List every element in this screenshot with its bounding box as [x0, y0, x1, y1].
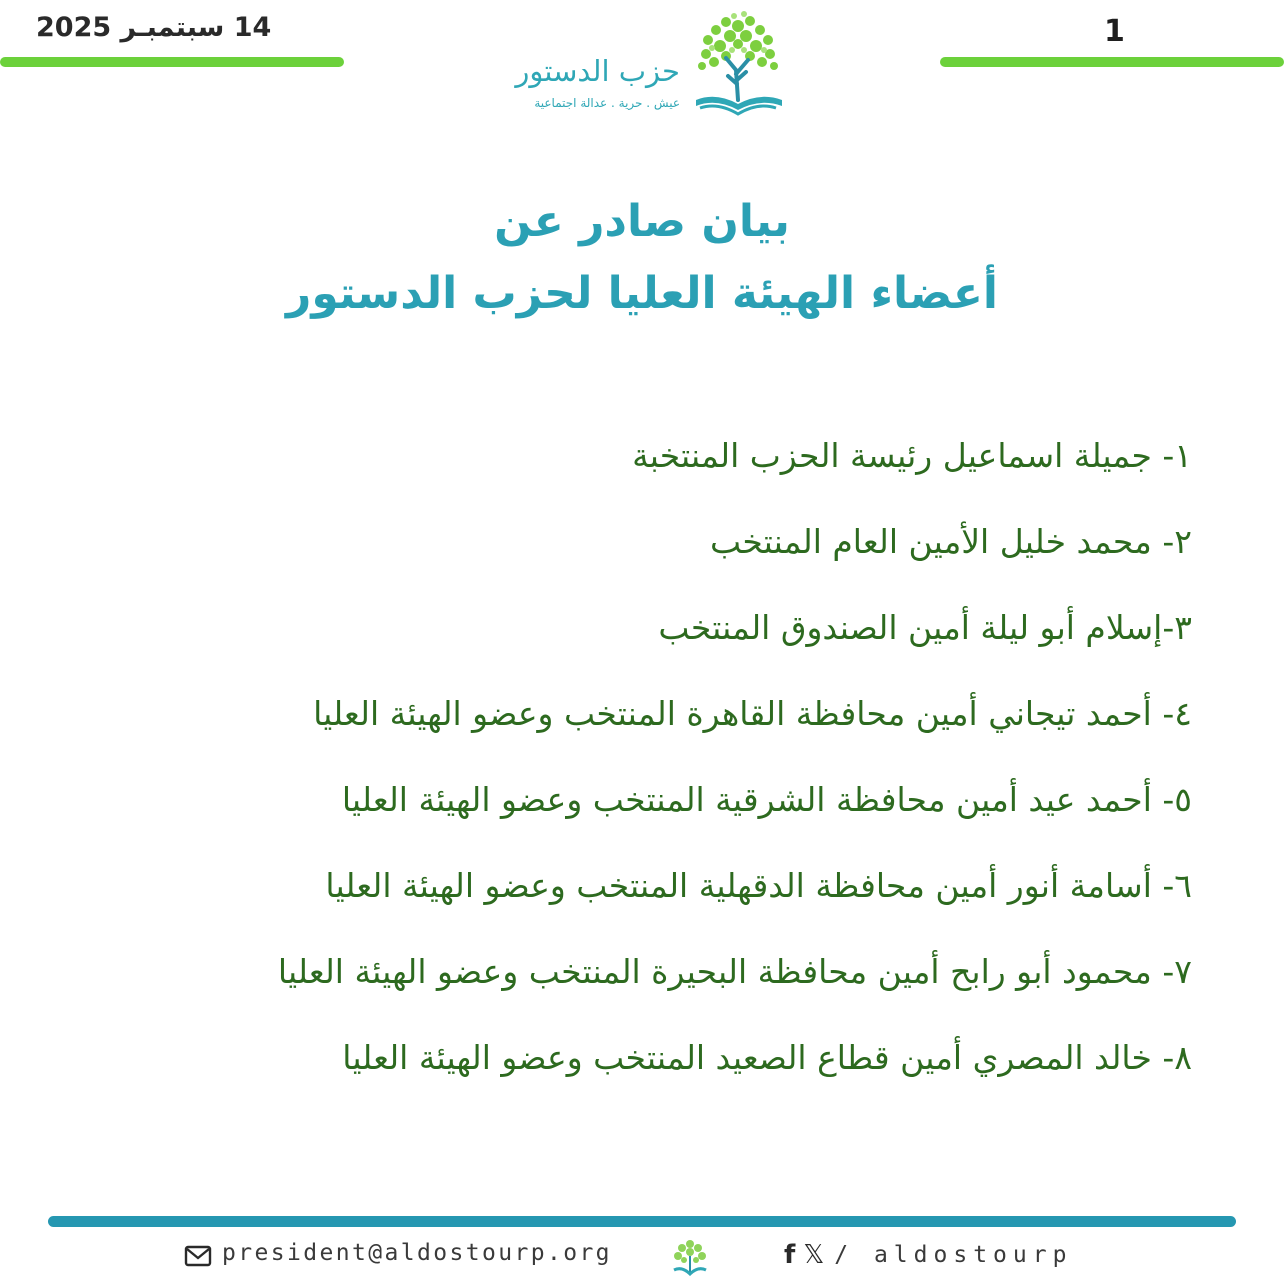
list-item: ٧- محمود أبو رابح أمين محافظة البحيرة المنتخب وعضو الهيئة العليا [277, 952, 1192, 991]
party-logo [494, 8, 794, 120]
facebook-icon[interactable]: f [784, 1240, 796, 1270]
tree-book-icon [686, 8, 790, 120]
list-item: ٨- خالد المصري أمين قطاع الصعيد المنتخب وعضو الهيئة العليا [342, 1038, 1192, 1077]
page-number: 1 [1104, 14, 1125, 49]
statement-title-line2: أعضاء الهيئة العليا لحزب الدستور [286, 268, 998, 319]
members-list [92, 430, 1192, 1118]
email-link[interactable]: president@aldostourp.org [222, 1240, 612, 1266]
list-item: ٥- أحمد عيد أمين محافظة الشرقية المنتخب وعضو الهيئة العليا [341, 780, 1192, 819]
header-rule-right [940, 57, 1284, 67]
social-links [784, 1238, 1072, 1272]
header-rule-left [0, 57, 344, 67]
party-name: حزب الدستور [515, 54, 680, 88]
list-item: ٣-إسلام أبو ليلة أمين الصندوق المنتخب [658, 608, 1192, 647]
list-item: ٤- أحمد تيجاني أمين محافظة القاهرة المنتخب وعضو الهيئة العليا [313, 694, 1192, 733]
date-label: 14 سبتمبـر 2025 [36, 12, 272, 43]
party-slogan: عيش . حرية . عدالة اجتماعية [534, 96, 680, 110]
list-item: ٦- أسامة أنور أمين محافظة الدقهلية المنتخب وعضو الهيئة العليا [325, 866, 1192, 905]
social-handle[interactable]: / aldostourp [834, 1242, 1073, 1268]
statement-title-line1: بيان صادر عن [494, 196, 790, 247]
list-item: ٢- محمد خليل الأمين العام المنتخب [709, 522, 1192, 561]
list-item: ١- جميلة اسماعيل رئيسة الحزب المنتخبة [632, 436, 1192, 475]
mail-icon [184, 1244, 212, 1268]
footer-rule [48, 1216, 1236, 1227]
x-icon[interactable]: 𝕏 [803, 1240, 825, 1270]
party-tree-icon [668, 1236, 712, 1278]
